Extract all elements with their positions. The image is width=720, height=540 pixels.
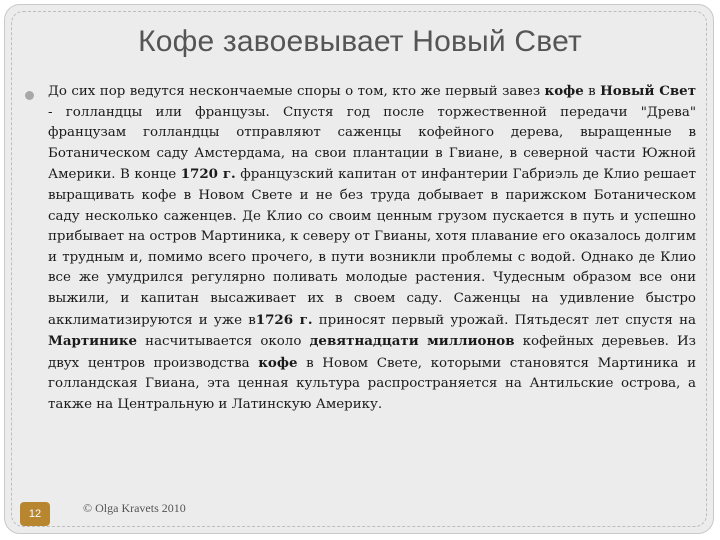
bold-text-segment: кофе xyxy=(544,83,584,99)
slide-title: Кофе завоевывает Новый Свет xyxy=(138,25,582,58)
bold-text-segment: кофе xyxy=(258,354,298,371)
bold-text-segment: 1720 г. xyxy=(180,166,236,183)
text-segment: приносят первый урожай. Пятьдесят лет спустя на xyxy=(312,312,696,328)
bold-text-segment: Мартинике xyxy=(48,333,138,350)
text-segment: в xyxy=(583,84,601,99)
bullet-icon xyxy=(25,91,34,100)
text-segment: кофейных деревьев. Из двух центров производства xyxy=(48,334,696,371)
body-paragraph xyxy=(48,81,696,416)
bold-text-segment: 1726 г. xyxy=(255,311,313,328)
text-segment: - голландцы или французы. Спустя год после торжественной передачи "Древа" французам голландцы отправляют саженцы кофейного дерева, выращенные в Ботаническом саду Амстердама, на свои плантации в Гвиане, в северной части Южной Америки. В конце xyxy=(48,104,696,183)
text-segment: французский капитан от инфантерии Габриэль де Клио решает выращивать кофе в Новом Свете и не без труда добывает в парижском Ботаническом саду несколько саженцев. Де Клио со своим ценным грузом пускается в путь и успешно прибывает на остров Мартиника, к северу от Гвианы, хотя плавание его оказалось долгим и трудным и, помимо всего прочего, в пути возникли проблемы с водой. Однако де Клио все же умудрился регулярно поливать молодые растения. Чудесным образом все они выжили, и капитан высаживает их в своем саду. Саженцы на удивление быстро акклиматизируются и уже в xyxy=(48,167,697,328)
text-segment: в Новом Свете, которыми становятся Мартиника и голландская Гвиана, эта ценная культура распространяется на Антильские острова, а также на Центральную и Латинскую Америку. xyxy=(48,355,696,412)
text-segment: До сих пор ведутся нескончаемые споры о том, кто же первый завез xyxy=(48,84,545,99)
slide xyxy=(4,4,714,534)
bold-text-segment: девятнадцати миллионов xyxy=(309,333,515,350)
text-segment: насчитывается около xyxy=(137,334,310,350)
bold-text-segment: Новый Свет xyxy=(600,83,696,99)
footer-copyright: © Olga Kravets 2010 xyxy=(83,501,186,515)
slide-number-badge: 12 xyxy=(20,502,50,526)
